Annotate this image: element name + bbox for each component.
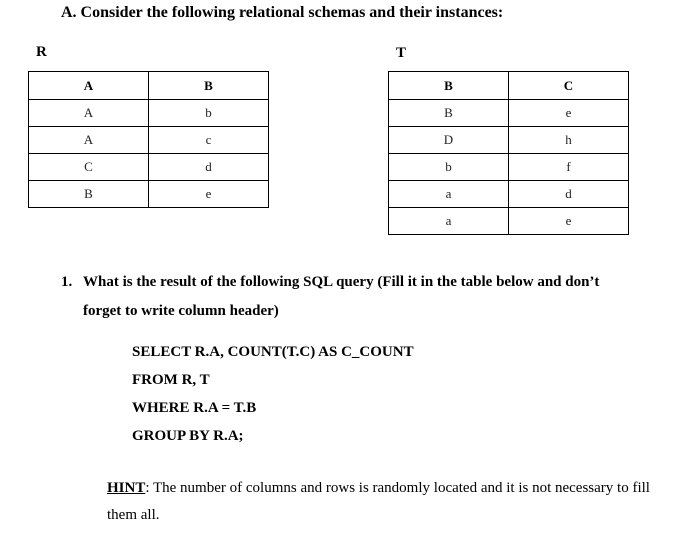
relation-r-label: R	[36, 44, 47, 60]
sql-from-clause: FROM R, T	[132, 372, 210, 388]
table-cell: b	[149, 100, 269, 127]
question-text-line1: What is the result of the following SQL query (Fill it in the table below and don’t	[83, 274, 600, 290]
table-row	[29, 154, 269, 181]
table-row	[29, 127, 269, 154]
table-cell: e	[149, 181, 269, 208]
table-cell: e	[509, 208, 629, 235]
column-header: C	[509, 72, 629, 100]
hint-label: HINT	[107, 480, 146, 496]
sql-query	[132, 338, 414, 450]
table-cell: h	[509, 127, 629, 154]
sql-select-clause: SELECT R.A, COUNT(T.C) AS C_COUNT	[132, 344, 414, 360]
table-cell: B	[29, 181, 149, 208]
sql-group-by-clause: GROUP BY R.A;	[132, 428, 244, 444]
question-number: 1.	[61, 274, 73, 290]
table-header-row	[389, 72, 629, 100]
relation-t-label: T	[396, 45, 407, 61]
table-cell: D	[389, 127, 509, 154]
table-cell: d	[149, 154, 269, 181]
section-heading: A. Consider the following relational schemas and their instances:	[61, 4, 504, 21]
question-text-line2: forget to write column header)	[83, 303, 279, 319]
table-cell: a	[389, 208, 509, 235]
hint-note	[107, 475, 667, 529]
table-cell: e	[509, 100, 629, 127]
table-cell: c	[149, 127, 269, 154]
table-cell: A	[29, 127, 149, 154]
table-cell: C	[29, 154, 149, 181]
sql-where-clause: WHERE R.A = T.B	[132, 400, 257, 416]
table-row	[389, 127, 629, 154]
table-row	[389, 208, 629, 235]
table-row	[29, 100, 269, 127]
table-cell: B	[389, 100, 509, 127]
column-header: A	[29, 72, 149, 100]
hint-text: : The number of columns and rows is randomly located and it is not necessary to fill them all.	[107, 480, 650, 523]
table-row	[389, 154, 629, 181]
table-row	[389, 100, 629, 127]
relation-t-table	[388, 71, 629, 235]
column-header: B	[149, 72, 269, 100]
relation-r-table	[28, 71, 269, 208]
table-row	[29, 181, 269, 208]
table-header-row	[29, 72, 269, 100]
question-1	[61, 268, 661, 326]
table-cell: d	[509, 181, 629, 208]
table-cell: a	[389, 181, 509, 208]
table-row	[389, 181, 629, 208]
column-header: B	[389, 72, 509, 100]
table-cell: f	[509, 154, 629, 181]
table-cell: b	[389, 154, 509, 181]
table-cell: A	[29, 100, 149, 127]
